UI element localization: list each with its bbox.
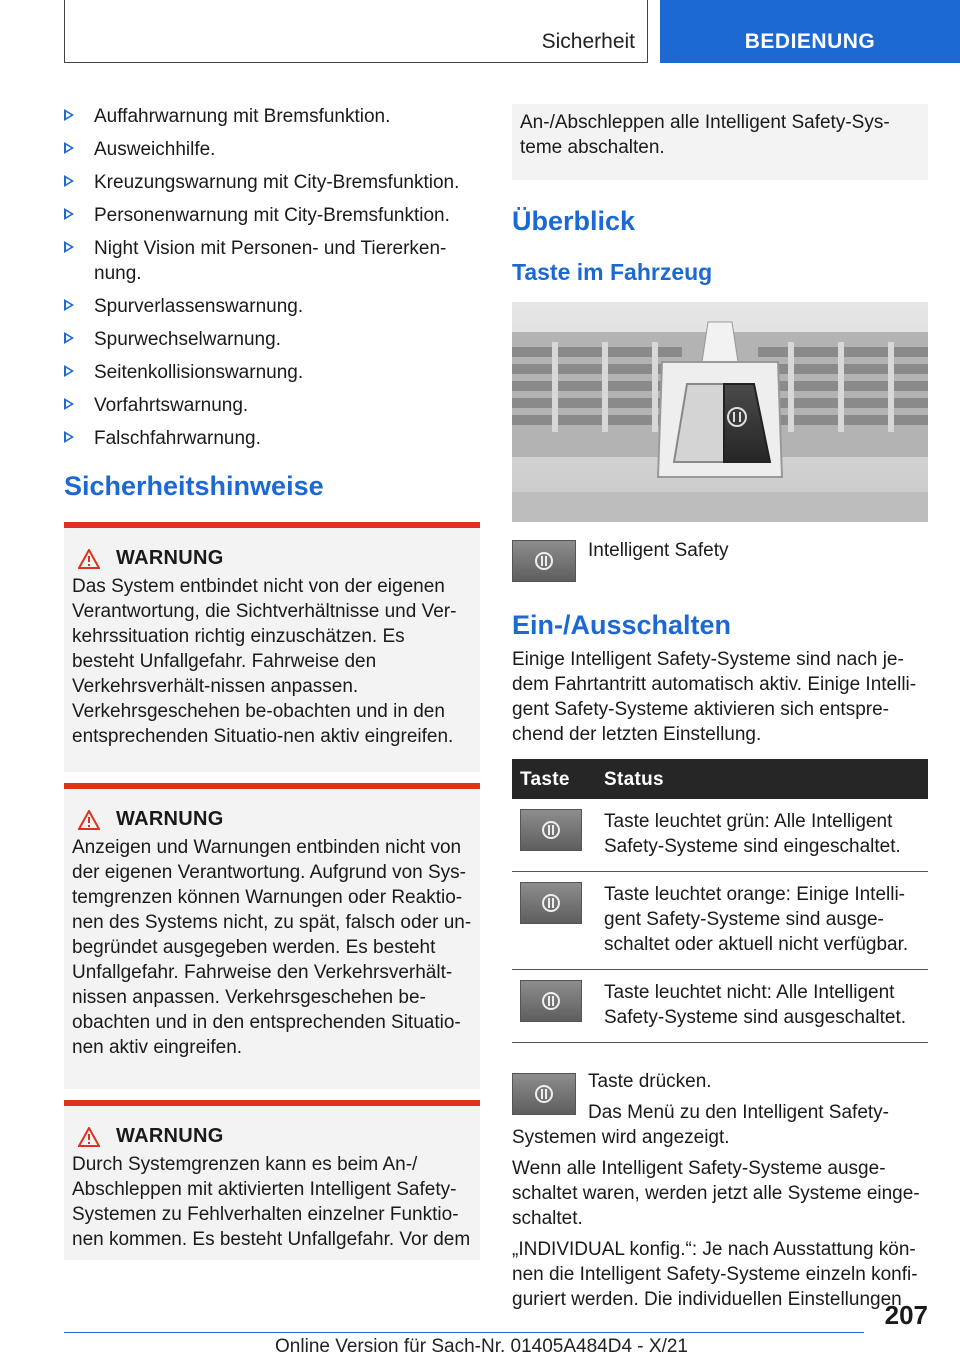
table-cell-icon (512, 872, 596, 970)
table-row (512, 872, 928, 970)
table-cell-icon (512, 970, 596, 1043)
warning-label: WARNUNG (116, 547, 224, 569)
triangle-bullet-icon (64, 431, 74, 443)
intelligent-safety-button-icon (512, 1073, 576, 1115)
warning-text: Anzeigen und Warnungen entbinden nicht von der eigenen Verantwortung. Aufgrund von Sys-temgrenzen können Warnungen oder Reaktio-nen des Systems nicht, zu spät, falsch oder un-begründet ausgegeben werden. Es besteht Unfallgefahr. Fahrweise den Verkehrsverhält-nissen anpassen. Verkehrsgeschehen be-obachten und in den entsprechenden Situatio-nen aktiv eingreifen. (72, 837, 472, 1058)
warning-triangle-icon (78, 549, 100, 569)
list-item (64, 170, 480, 195)
list-item-text: Personenwarnung mit City-Bremsfunktion. (94, 205, 450, 226)
page-number: 207 (884, 1300, 928, 1330)
triangle-bullet-icon (64, 142, 74, 154)
warning-box (64, 522, 480, 772)
safety-notes-heading: Sicherheitshinweise (64, 471, 324, 501)
right-column (512, 104, 928, 1312)
header-section-title: Sicherheit (541, 30, 635, 53)
press-instruction-label: Taste drücken. (588, 1071, 712, 1092)
list-item-text: Kreuzungswarnung mit City-Bremsfunktion. (94, 172, 460, 193)
table-row (512, 799, 928, 872)
button-in-vehicle-heading: Taste im Fahrzeug (512, 259, 713, 285)
list-item-text: Auffahrwarnung mit Bremsfunktion. (94, 106, 391, 127)
icon-legend-label: Intelligent Safety (588, 540, 729, 561)
left-column (64, 104, 480, 1260)
warning-text: Durch Systemgrenzen kann es beim An-/ Abschleppen mit aktivierten Intelligent Safety-Systemen zu Fehlverhalten einzelner Funktio-nen kommen. Es besteht Unfallgefahr. Vor dem (72, 1154, 471, 1250)
overview-heading: Überblick (512, 206, 636, 236)
triangle-bullet-icon (64, 208, 74, 220)
warning-triangle-icon (78, 810, 100, 830)
on-off-text: Einige Intelligent Safety-Systeme sind nach je-dem Fahrtantritt automatisch aktiv. Einige Intelli-gent Safety-Systeme aktivieren sich entspre-chend der letzten Einstellung. (512, 649, 917, 745)
list-item (64, 203, 480, 228)
list-item (64, 393, 480, 418)
paragraph: Wenn alle Intelligent Safety-Systeme ausge-schaltet waren, werden jetzt alle Systeme einge-schaltet. (512, 1158, 920, 1229)
list-item-text: Night Vision mit Personen- und Tiererken- nung. (94, 238, 447, 284)
on-off-heading: Ein-/Ausschalten (512, 610, 732, 640)
press-instruction (512, 1069, 928, 1125)
press-instruction-result-first: Das Menü zu den Intelligent Safety- (588, 1102, 890, 1123)
warning-triangle-icon (78, 1127, 100, 1147)
header-section-box (64, 0, 648, 63)
list-item-text: Ausweichhilfe. (94, 139, 216, 160)
warning-box (64, 1100, 480, 1260)
triangle-bullet-icon (64, 398, 74, 410)
list-item-text: Seitenkollisionswarnung. (94, 362, 304, 383)
intelligent-safety-button-icon (520, 980, 582, 1022)
list-item (64, 137, 480, 162)
triangle-bullet-icon (64, 241, 74, 253)
warning-label: WARNUNG (116, 808, 224, 830)
table-cell-icon (512, 799, 596, 872)
warning-header (72, 546, 472, 571)
list-item-text: Vorfahrtswarnung. (94, 395, 249, 416)
online-version-note: Online Version für Sach-Nr. 01405A484D4 - X/21 (275, 1336, 688, 1357)
list-item (64, 426, 480, 451)
list-item (64, 294, 480, 319)
intelligent-safety-button-icon (520, 882, 582, 924)
intelligent-safety-button-icon (520, 809, 582, 851)
list-item (64, 104, 480, 129)
list-item-text: Spurverlassenswarnung. (94, 296, 304, 317)
table-cell-status: Taste leuchtet nicht: Alle Intelligent Safety-Systeme sind ausgeschaltet. (596, 970, 928, 1043)
triangle-bullet-icon (64, 332, 74, 344)
table-header-status: Status (596, 759, 928, 799)
list-item (64, 360, 480, 385)
list-item (64, 327, 480, 352)
vehicle-button-illustration (512, 302, 928, 522)
warning-continuation-text: An-/Abschleppen alle Intelligent Safety-Sys-teme abschalten. (520, 112, 890, 158)
warning-label: WARNUNG (116, 1125, 224, 1147)
triangle-bullet-icon (64, 299, 74, 311)
chapter-tab-label: BEDIENUNG (744, 30, 876, 53)
warning-text: Das System entbindet nicht von der eigenen Verantwortung, die Sichtverhältnisse und Ver-kehrssituation richtig einzuschätzen. Es besteht Unfallgefahr. Fahrweise den Verkehrsverhält-nissen anpassen. Verkehrsgeschehen be-obachten und in den entsprechenden Situatio-nen aktiv eingreifen. (72, 576, 457, 747)
table-cell-status: Taste leuchtet orange: Einige Intelli-gent Safety-Systeme sind ausge-schaltet oder aktuell nicht verfügbar. (596, 872, 928, 970)
table-header-button: Taste (512, 759, 596, 799)
table-cell-status: Taste leuchtet grün: Alle Intelligent Safety-Systeme sind eingeschaltet. (596, 799, 928, 872)
list-item (64, 236, 480, 286)
list-item-text: Spurwechselwarnung. (94, 329, 281, 350)
footer-divider (64, 1332, 864, 1333)
triangle-bullet-icon (64, 175, 74, 187)
icon-legend (512, 540, 928, 582)
warning-header (72, 807, 472, 832)
list-item-text: Falschfahrwarnung. (94, 428, 261, 449)
table-row (512, 970, 928, 1043)
press-instruction-result-rest: Systemen wird angezeigt. (512, 1127, 730, 1148)
feature-list (64, 104, 480, 451)
paragraph: „INDIVIDUAL konfig.“: Je nach Ausstattung kön-nen die Intelligent Safety-Systeme einzeln konfi-guriert werden. Die individuellen Einstellungen (512, 1239, 918, 1310)
chapter-tab (660, 0, 960, 63)
warning-header (72, 1124, 472, 1149)
warning-continuation-box (512, 104, 928, 180)
button-status-table (512, 759, 928, 1043)
triangle-bullet-icon (64, 365, 74, 377)
warning-box (64, 783, 480, 1089)
intelligent-safety-button-icon (512, 540, 576, 582)
table-header-row (512, 759, 928, 799)
triangle-bullet-icon (64, 109, 74, 121)
vehicle-button-photo (512, 302, 928, 522)
